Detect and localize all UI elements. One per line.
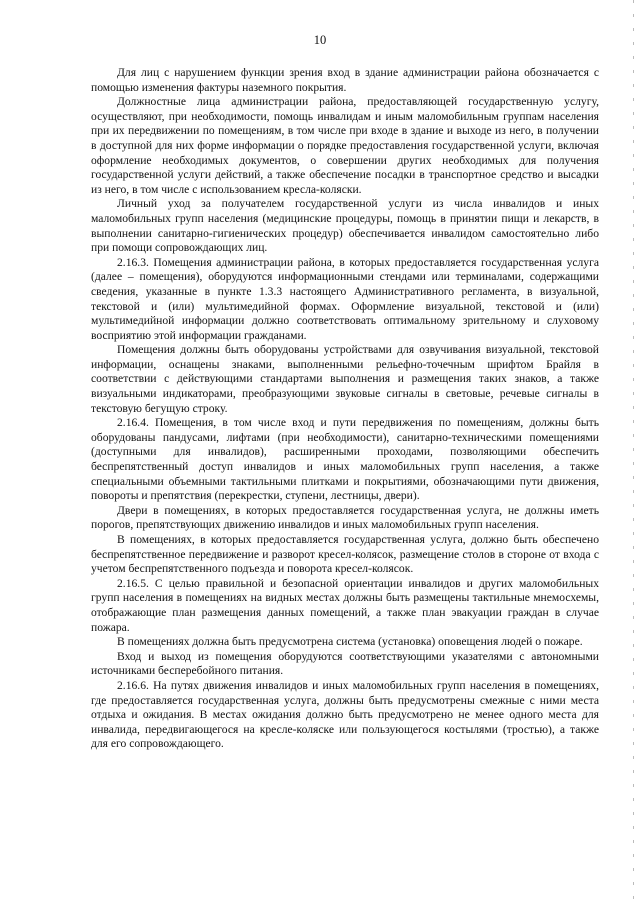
paragraph-11: Вход и выход из помещения оборудуются соответствующими указателями с автономными источниками бесперебойного питания.	[91, 649, 599, 678]
paragraph-1: Для лиц с нарушением функции зрения вход в здание администрации района обозначается с помощью изменения фактуры наземного покрытия.	[91, 66, 599, 94]
paragraph-3: Личный уход за получателем государственной услуги из числа инвалидов и иных маломобильных групп населения (медицинские процедуры, помощь в принятии пищи и лекарств, в выполнении санитарно-гигиенических процедур) обеспечивается инвалидом самостоятельно либо при помощи сопровождающих лиц.	[91, 197, 599, 255]
paragraph-12: 2.16.6. На путях движения инвалидов и иных маломобильных групп населения в помещениях, где предоставляется государственная услуга, должны быть предусмотрены смежные с ними места отдыха и ожидания. В местах ожидания должно быть предусмотрено не менее одного места для инвалида, передвигающегося на кресле-коляске или пользующегося костылями (тростью), а также для его сопровождающего.	[91, 678, 599, 751]
paragraph-7: Двери в помещениях, в которых предоставляется государственная услуга, не должны иметь порогов, препятствующих движению инвалидов и иных маломобильных групп населения.	[91, 503, 599, 532]
document-body	[91, 66, 599, 752]
scan-edge-mark	[633, 0, 634, 905]
paragraph-9: 2.16.5. С целью правильной и безопасной ориентации инвалидов и других маломобильных групп населения в помещениях на видных местах должны быть размещены тактильные мнемосхемы, отображающие план размещения данных помещений, а также план эвакуации граждан в случае пожара.	[91, 576, 599, 634]
paragraph-5: Помещения должны быть оборудованы устройствами для озвучивания визуальной, текстовой информации, оснащены знаками, выполненными рельефно-точечным шрифтом Брайля в соответствии с действующими стандартами выполнения и размещения таких знаков, а также визуальными индикаторами, преобразующими звуковые сигналы в световые, речевые сигналы в текстовую бегущую строку.	[91, 343, 599, 415]
paragraph-8: В помещениях, в которых предоставляется государственная услуга, должно быть обеспечено беспрепятственное передвижение и разворот кресел-колясок, размещение столов в стороне от входа с учетом беспрепятственного подъезда и поворота кресел-колясок.	[91, 533, 599, 576]
page-number: 10	[313, 33, 327, 47]
paragraph-6: 2.16.4. Помещения, в том числе вход и пути передвижения по помещениям, должны быть оборудованы пандусами, лифтами (при необходимости), санитарно-техническими помещениями (доступными для инвалидов), расширенными проходами, позволяющими обеспечить беспрепятственный доступ инвалидов и иных маломобильных групп населения, а также специальными объемными тактильными плитками и покрытиями, обозначающими пути движения, повороты и препятствия (перекрестки, ступени, лестницы, двери).	[91, 416, 599, 503]
paragraph-4: 2.16.3. Помещения администрации района, в которых предоставляется государственная услуга (далее – помещения), оборудуются информационными стендами или терминалами, содержащими сведения, указанные в пункте 1.3.3 настоящего Административного регламента, в визуальной, текстовой и (или) мультимедийной формах. Оформление визуальной, текстовой и (или) мультимедийной информации должно соответствовать оптимальному зрительному и слуховому восприятию этой информации гражданами.	[91, 255, 599, 342]
paragraph-10: В помещениях должна быть предусмотрена система (установка) оповещения людей о пожаре.	[117, 635, 583, 649]
paragraph-2: Должностные лица администрации района, предоставляющей государственную услугу, осуществляют, при необходимости, помощь инвалидам и иным маломобильным группам населения при их передвижении по помещениям, в том числе при входе в здание и выходе из него, в получении в доступной для них форме информации о порядке предоставления государственной услуги, включая оформление необходимых документов, о совершении других необходимых для получения государственной услуги действий, а также обеспечение посадки в транспортное средство и высадки из него, в том числе с использованием кресла-коляски.	[91, 95, 599, 196]
